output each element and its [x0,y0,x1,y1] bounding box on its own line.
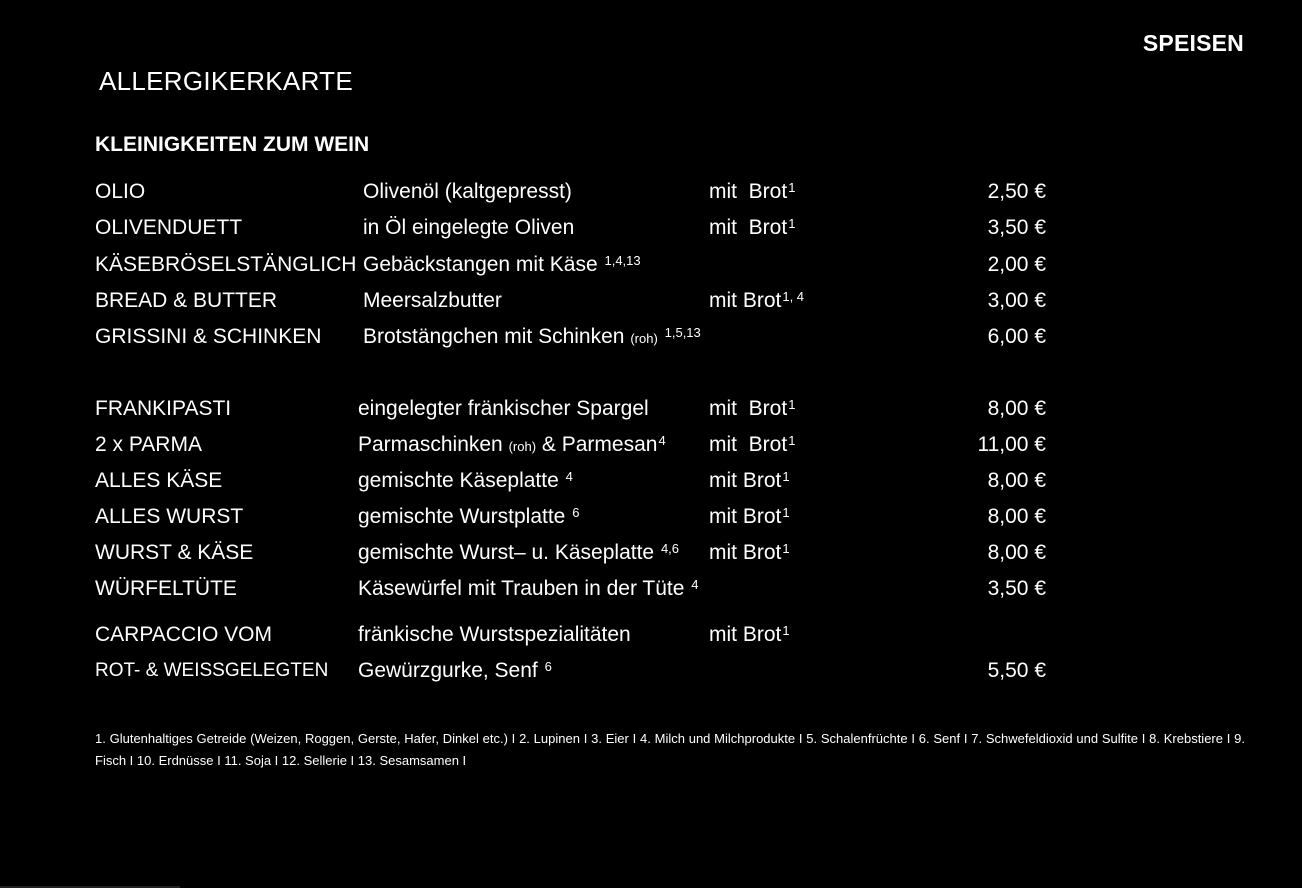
menu-item [0,177,1302,207]
item-side-text: mit Brot [709,288,782,312]
allergen-superscript: 1 [788,180,796,195]
item-name: ROT- & WEISSGELEGTEN [95,660,329,681]
corner-label: SPEISEN [1142,30,1244,56]
allergen-superscript: 1,5,13 [664,325,701,341]
menu-item [0,620,1302,650]
item-name: ALLES WURST [95,505,244,528]
allergen-superscript: 1,4,13 [604,252,641,268]
item-description-text: gemischte Wurstplatte [358,505,566,528]
item-description [358,430,666,462]
allergen-superscript: 1 [788,216,796,232]
item-price: 8,00 € [987,505,1046,528]
item-description [363,286,502,316]
menu-item [0,250,1302,280]
item-description [363,322,701,354]
item-roh-note: (roh) [630,331,658,347]
allergen-superscript: 1 [782,623,790,638]
item-side [709,430,795,460]
allergen-superscript: 1, 4 [782,288,805,304]
item-name: BREAD & BUTTER [95,288,278,312]
item-side [709,620,790,650]
item-side [709,213,795,243]
menu-item [0,656,1302,686]
item-description-text: Parmaschinken [358,433,503,456]
allergen-superscript: 1 [788,397,796,412]
item-price: 8,00 € [987,469,1046,492]
item-description [358,656,552,686]
allergen-superscript: 6 [544,659,552,674]
item-side [709,177,795,207]
item-name: ALLES KÄSE [95,469,223,492]
item-side-text: mit Brot [709,433,788,456]
allergen-superscript: 1 [782,541,790,556]
item-side [709,538,790,568]
allergen-superscript: 4 [691,577,699,592]
item-name: WÜRFELTÜTE [95,577,237,600]
item-name: OLIVENDUETT [95,216,243,240]
item-side [709,466,790,496]
item-description-text: Brotstängchen mit Schinken [363,325,625,349]
item-side [709,394,795,424]
item-price: 3,50 € [987,216,1046,240]
item-price: 8,00 € [987,541,1046,564]
menu-item [0,466,1302,496]
item-description-text: fränkische Wurstspezialitäten [358,623,631,646]
allergen-superscript: 4 [658,433,666,448]
item-name: GRISSINI & SCHINKEN [95,325,322,349]
item-price: 5,50 € [987,659,1046,682]
section-heading: KLEINIGKEITEN ZUM WEIN [95,133,370,156]
item-description-text: gemischte Käseplatte [358,469,559,492]
item-side [709,286,804,316]
item-name: CARPACCIO VOM [95,623,272,646]
item-side-text: mit Brot [709,397,788,420]
item-description [363,250,641,280]
menu-item [0,430,1302,460]
item-description [358,466,573,496]
item-description [358,538,679,568]
menu-item [0,538,1302,568]
item-description-text: Gebäckstangen mit Käse [363,252,598,276]
item-name: OLIO [95,180,146,203]
item-description [358,620,631,650]
item-description [358,502,579,532]
allergen-superscript: 4 [565,469,573,484]
item-description-text: Käsewürfel mit Trauben in der Tüte [358,577,685,600]
menu-item [0,322,1302,352]
allergen-superscript: 1 [788,433,796,448]
item-side [709,502,790,532]
item-price: 6,00 € [987,325,1046,349]
allergen-superscript: 1 [782,469,790,484]
menu-item [0,502,1302,532]
item-description [363,213,574,243]
item-side-text: mit Brot [709,216,788,240]
item-side-text: mit Brot [709,541,782,564]
item-description [363,177,572,207]
item-price: 3,00 € [987,288,1046,312]
menu-item [0,213,1302,243]
item-name: FRANKIPASTI [95,397,232,420]
allergen-superscript: 4,6 [660,541,680,556]
item-price: 2,50 € [987,180,1046,203]
menu-item [0,574,1302,604]
item-description [358,394,649,424]
item-price: 11,00 € [977,433,1046,456]
item-price: 2,00 € [987,252,1046,276]
allergen-footnote: 1. Glutenhaltiges Getreide (Weizen, Roggen, Gerste, Hafer, Dinkel etc.) I 2. Lupinen I 3. Eier I 4. Milch und Milchprodukte I 5. Schalenfrüchte I 6. Senf I 7. Schwefeldioxid und Sulfite I 8. Krebstiere I 9. Fisch I 10. Erdnüsse I 11. Soja I 12. Sellerie I 13. Sesamsamen I [95,731,1245,768]
page-title: ALLERGIKERKARTE [99,66,354,96]
item-description-text: gemischte Wurst– u. Käseplatte [358,541,655,564]
item-name: WURST & KÄSE [95,541,254,564]
menu-item [0,286,1302,316]
item-price: 8,00 € [987,397,1046,420]
item-description-text: in Öl eingelegte Oliven [363,216,575,240]
item-roh-note: (roh) [508,439,537,454]
item-name: 2 x PARMA [95,433,202,456]
item-side-text: mit Brot [709,180,788,203]
item-side-text: mit Brot [709,505,782,528]
item-description-suffix: & Parmesan [541,433,658,456]
item-description-text: eingelegter fränkischer Spargel [358,397,649,420]
item-side-text: mit Brot [709,469,782,492]
allergen-superscript: 1 [782,505,790,520]
item-side-text: mit Brot [709,623,782,646]
allergen-superscript: 6 [572,505,580,520]
menu-item [0,394,1302,424]
item-price: 3,50 € [987,577,1046,600]
item-description [358,574,699,604]
item-description-text: Gewürzgurke, Senf [358,659,538,682]
item-description-text: Meersalzbutter [363,288,502,312]
item-name: KÄSEBRÖSELSTÄNGLICH [95,252,357,276]
item-description-text: Olivenöl (kaltgepresst) [363,180,572,203]
